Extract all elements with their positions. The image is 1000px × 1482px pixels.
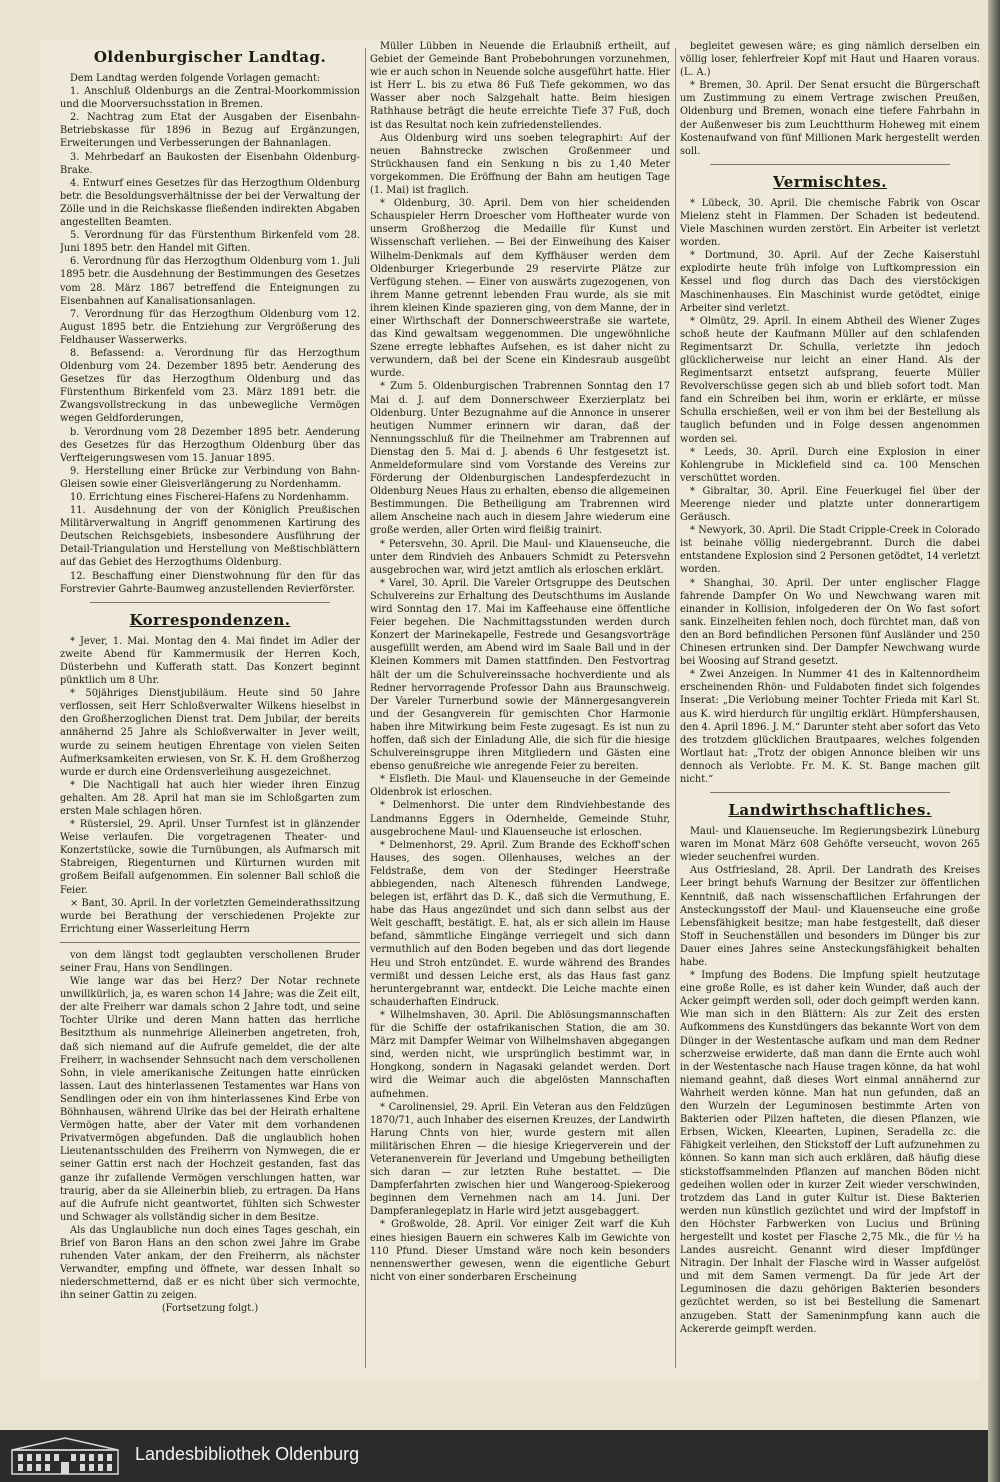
landtag-intro: Dem Landtag werden folgende Vorlagen gemacht: [70,73,321,84]
article-paragraph: * Shanghai, 30. April. Der unter englischer Flagge fahrende Dampfer On Wo und Newchwang waren mit einander in Kollision, infolgederen der On Wo fast sofort sank. Einzelheiten fehlen noch, doch fürchtet man, daß von den an Bord befindlichen Personen fünf Ausländer und 250 Chinesen ertrunken sind. Der Dampfer Newchwang wurde bei Woosing auf Strand gesetzt. [680,577,980,668]
landtag-item: 6. Verordnung für das Herzogthum Oldenburg vom 1. Juli 1895 betr. die Ausdehnung der Bestimmungen des Gesetzes vom 28. März 1867 betreffend die Enteignungen zu Eisenbahnen auf Kanalisationsanlagen. [60,256,360,307]
landtag-item: 4. Entwurf eines Gesetzes für das Herzogthum Oldenburg betr. die Besoldungsverhältnisse der bei der Verwaltung der Zölle und in die Reichskasse fließenden indirekten Abgaben angestellten Beamten. [60,177,360,229]
article-paragraph: Aus Ostfriesland, 28. April. Der Landrath des Kreises Leer bringt behufs Warnung der Besitzer zur öffentlichen Kenntniß, daß nach wissenschaftlichen Erfahrungen der Ansteckungsstoff der Maul- und Klauenseuche eine große Lebensfähigkeit besitze; man habe festgestellt, daß dieser Stoff in Seuchenställen und besonders im Dünger bis zur Dauer eines Jahres seine Ansteckungsfähigkeit behalten habe. [680,865,980,968]
landtag-item: b. Verordnung vom 28 Dezember 1895 betr. Aenderung des Gesetzes für das Herzogthum Oldenburg über das Verfteigerungswesen vom 15. Januar 1895. [60,426,360,464]
section-heading-landwirthschaftliches: Landwirthschaftliches. [728,801,932,820]
article-paragraph: * Lübeck, 30. April. Die chemische Fabrik von Oscar Mielenz steht in Flammen. Der Schaden ist bedeutend. Viele Maschinen wurden zerstört. Ein Arbeiter ist verletzt worden. [680,197,980,249]
article-paragraph: * Rüstersiel, 29. April. Unser Turnfest ist in glänzender Weise verlaufen. Die vorgetragenen Theater- und Konzertstücke, sowie die Turnübungen, als Aufmarsch mit Stabreigen, Riegenturnen und Kürturnen wurden mit großem Beifall aufgenommen. Ein solenner Ball schloß die Feier. [60,819,360,896]
landtag-item: 1. Anschluß Oldenburgs an die Zentral-Moorkommission und die Moorversuchsstation in Bremen. [60,86,360,111]
article-paragraph: begleitet gewesen wäre; es ging nämlich derselben ein völlig loser, fehlerfreier Kopf mit Haut und Haaren voraus. (L. A.) [680,41,980,79]
vermischtes-items [680,197,980,786]
separator [710,164,950,165]
landtag-item: 7. Verordnung für das Herzogthum Oldenburg vom 12. August 1895 betr. die Entziehung zur Vergrößerung des Feldhauser Wasserwerks. [60,308,360,346]
landtag-item: 11. Ausdehnung der von der Königlich Preußischen Militärverwaltung in Angriff genommenen Kartirung des Deutschen Reichsgebiets, insbesondere Ausführung der Detail-Triangulation und Herstellung von Meßtischblättern auf das Gebiet des Herzogthums Oldenburg. [60,505,360,569]
library-building-icon [10,1436,120,1476]
landtag-item: 2. Nachtrag zum Etat der Ausgaben der Eisenbahn-Betriebskasse für 1896 in Bezug auf Ergänzungen, Erweiterungen und Verbesserungen der Bahnanlagen. [60,112,360,150]
article-paragraph: * Olmütz, 29. April. In einem Abtheil des Wiener Zuges schoß heute der Kaufmann Müller auf den schlafenden Regimentsarzt Dr. Schulla, verletzte ihn jedoch glücklicherweise nur leicht an einer Hand. Als der Regimentsarzt entsetzt aufsprang, feuerte Müller Revolverschüsse gegen sich ab und blieb sofort todt. Man fand ein Schreiben bei ihm, worin er erklärte, er müsse Schulla erschießen, weil er von ihm bei der Bestellung als tauglich befunden und in Folge dessen angenommen worden sei. [680,315,980,445]
article-paragraph: * Zum 5. Oldenburgischen Trabrennen Sonntag den 17 Mai d. J. auf dem Donnerschweer Exerzierplatz bei Oldenburg. Unter Bezugnahme auf die Annonce in unserer heutigen Nummer erinnern wir daran, daß der Nennungsschluß für die Theilnehmer am Trabrennen auf Dienstag den 5. Mai d. J. abends 6 Uhr festgesetzt ist. Anmeldeformulare sind vom Vorstande des Vereins zur Förderung der Oldenburgischen Landespferdezucht in Oldenburg Neues Haus zu erhalten, ebenso die allgemeinen Bestimmungen. Die Betheiligung am Trabrennen wird allem Anscheine nach auch in diesem Jahre wiederum eine große werden, aller Orten wird fleißig trainirt. [370,381,670,537]
middle-articles [370,40,670,1284]
article-paragraph: * Delmenhorst. Die unter dem Rindviehbestande des Landmanns Eggers in Odernhelde, Gemeinde Stuhr, ausgebrochene Maul- und Klauenseuche ist erloschen. [370,800,670,838]
landtag-item: 8. Befassend: a. Verordnung für das Herzogthum Oldenburg vom 24. Dezember 1895 betr. Aenderung des Gesetzes für das Herzogthum Oldenburg und das Fürstenthum Birkenfeld vom 23. März 1891 betr. die Zwangsvollstreckung in das unbewegliche Vermögen wegen Geldforderungen, [60,347,360,425]
landtag-item: 10. Errichtung eines Fischerei-Hafens zu Nordenhamm. [70,492,349,503]
article-paragraph: * Newyork, 30. April. Die Stadt Cripple-Creek in Colorado ist beinahe völlig niedergebrannt. Durch die dabei entstandene Explosion sind 2 Personen getödtet, 14 verletzt worden. [680,525,980,576]
article-paragraph: * Impfung des Bodens. Die Impfung spielt heutzutage eine große Rolle, es ist daher kein Wunder, daß auch der Acker geimpft werden soll, oder doch geimpft werden kann. Wie man sich in den Blättern: Als zur Zeit des ersten Aufkommens des Kunstdüngers das bekannte Wort von dem Dünger in der Westentasche aufkam und man dem Redner scherzweise erwiderte, daß man dann die Ernte auch wohl in der Westentasche nach Hause tragen könne, da hat wohl niemand geahnt, daß dieses Wort einmal annähernd zur Wahrheit werden könne. Man hat nun gefunden, daß an den Wurzeln der Leguminosen bestimmte Arten von Bakterien oder Pilzen hafteten, die diesen Pflanzen, wie Erbsen, Wicken, Kleearten, Lupinen, Seradella zc. die Fähigkeit verleihen, den Stickstoff der Luft aufzunehmen zu können. So kann man sich auch erklären, daß häufig diese stickstoffsammelnden Pflanzen auf manchen Böden nicht gedeihen wollen oder in kurzer Zeit wieder verschwinden, trotzdem das Land in guter Kultur ist. Diese Bakterien werden nun künstlich gezüchtet und wird der Impfstoff in den Höchster Farbwerken von Lucius und Brüning hergestellt und kostet per Flasche 2,75 Mk., die für ½ ha Landes ausreicht. Genannt wird dieser Impfdünger Nitragin. Der Inhalt der Flasche wird in Wasser aufgelöst und mit dem Samen vermengt. Da für jede Art der Leguminosen die dazu gehörigen Bakterien besonders gezüchtet werden, so ist bei Bestellung die Samenart anzugeben. Statt der Sameninmpfung kann auch die Ackererde geimpft werden. [680,970,980,1335]
article-paragraph: * 50jähriges Dienstjubiläum. Heute sind 50 Jahre verflossen, seit Herr Schloßverwalter Wilkens hieselbst in den Großherzoglichen Dienst trat. Dem Jubilar, der bereits annähernd 25 Jahre als Schloßverwalter in Jever weilt, wurde zu seinem heutigen Ehrentage von vielen Seiten Aufmerksamkeiten erwiesen, von Sr. K. H. dem Großherzog wurde er durch eine Ordensverleihung ausgezeichnet. [60,688,360,778]
section-heading-vermischtes: Vermischtes. [773,172,887,191]
article-paragraph: * Delmenhorst, 29. April. Zum Brande des Eckhoff'schen Hauses, des sogen. Ollenhauses, welches an der Feldstraße, dem von der Stedinger Heerstraße abbiegenden, nach Altenesch führenden Landwege, belegen ist, erfährt das D. K., daß sich die Vermuthung, E. habe das Haus angezündet und sich dann selbst aus der Welt geschafft, bestätigt. E. hat, als er sich allein im Hause befand, sämmtliche Eingänge verriegelt und sich dann vermuthlich auf den Boden begeben und das dort liegende Heu und Stroh entzündet. E. wurde während des Brandes vermißt und dessen Leiche erst, als das Haus fast ganz heruntergebrannt war, entdeckt. Die Leiche machte einen schauderhaften Eindruck. [370,839,670,1008]
novel-paragraph: von dem längst todt geglaubten verschollenen Bruder seiner Frau, Hans von Sendlingen. [60,949,360,974]
separator [90,602,330,603]
separator [710,792,950,793]
article-paragraph: * Varel, 30. April. Die Vareler Ortsgruppe des Deutschen Schulvereins zur Erhaltung des Deutschthums im Auslande wird Sonntag den 17. Mai im Kaffeehause eine öffentliche Feier begehen. Die Nachmittagsstunden werden durch Konzert der Marinekapelle, Festrede und Gesangsvorträge ausgefüllt werden, am Abend wird im Saale Ball und in der Kleinen Kommers mit Damen stattfinden. Den Festvortrag hält der um die Schulvereinssache hochverdiente und als Redner hervorragende Professor Dahn aus Braunschweig. Der Vareler Turnerbund sowie der Männergesangverein und der Gesangverein für gemischten Chor Harmonie haben ihre Mitwirkung beim Feste zugesagt. Es ist nun zu hoffen, daß sich der Einladung Alle, die sich für die hiesige Schulvereinsgruppe ihren Mitgliedern und Gästen eine ebenso genußreiche wie anregende Feier zu bereiten. [370,577,670,773]
landtag-item: 12. Beschaffung einer Dienstwohnung für den für das Forstrevier Gahrte-Baumweg anzustellenden Revierförster. [60,570,360,595]
novel-paragraph: Als das Unglaubliche nun doch eines Tages geschah, ein Brief von Baron Hans an den schon zwei Jahre im Grabe ruhenden Vater ankam, der den Freiherrn, als nächster Verwandter, empfing und öffnete, war dessen Inhalt so niederschmetternd, daß er es nicht über sich vermochte, ihn seiner Gattin zu zeigen. [60,1224,360,1302]
article-paragraph: * Wilhelmshaven, 30. April. Die Ablösungsmannschaften für die Schiffe der ostafrikanischen Station, die am 30. März mit Dampfer Weimar von Wilhelmshaven abgegangen sind, werden nicht, wie ursprünglich bestimmt war, in Hongkong, sondern in Nagasaki gelandet werden. Dort wird die Weimar auch die abgelösten Mannschaften aufnehmen. [370,1009,670,1100]
column-rule [365,48,366,1368]
page-edge [988,0,1000,1482]
article-paragraph: * Großwolde, 28. April. Vor einiger Zeit warf die Kuh eines hiesigen Bauern ein schweres Kalb im Gewichte von 110 Pfund. Dieser Umstand wäre noch kein besonders nennenswerther gewesen, wenn die eigentliche Geburt nicht von einer sonderbaren Erscheinung [370,1219,670,1283]
feuilleton-novel [60,949,360,1303]
newspaper-sheet [40,40,980,1380]
article-paragraph: * Leeds, 30. April. Durch eine Explosion in einer Kohlengrube in Micklefield sind ca. 100 Menschen verschüttet worden. [680,446,980,484]
novel-paragraph: Wie lange war das bei Herz? Der Notar rechnete unwillkürlich, ja, es waren schon 14 Jahre; was die Zeit eilt, der alte Freiherr war damals schon 2 Jahre todt, und seine Tochter Ulrike und deren Mann hatten das herrliche Besitzthum als nunmehrige Alleinerben angetreten, froh, daß sich niemand auf die Aufrufe gemeldet, die der alte Freiherr, in wachsender Sehnsucht nach dem verschollenen Sohn, in viele amerikanische Zeitungen hatte einrücken lassen. Laut des hinterlassenen Testamentes war Hans von Sendlingen oder ein von ihm hinterlassenes Kind Erbe von Böhnhausen, während Ulrike das bei der Heirath erhaltene Vermögen hatte, aber der Vater mit dem vorhandenen Privatvermögen abgefunden. Daß die unglaublich hohen Lieutenantsschulden des Freiherrn von Nymwegen, die er seiner Gattin erst nach der Hochzeit gestanden, fast das ganze ihr zufallende Vermögen verschlungen hatten, war traurig, aber da sie Alleinerbin blieb, zu ertragen. Da Hans auf die Aufrufe nicht geantwortet, fühlten sich Schwester und Schwager als vollständig sicher in dem Besitze. [60,976,360,1223]
article-paragraph: * Oldenburg, 30. April. Dem von hier scheidenden Schauspieler Herrn Droescher vom Hoftheater wurde von unserm Großherzog die Medaille für Kunst und Wissenschaft verliehen. — Bei der Einweihung des Kaiser Wilhelm-Denkmals auf dem Kyffhäuser werden dem Oldenburger Kriegerbunde 29 reservirte Plätze zur Verfügung stehen. — Einer von auswärts zugezogenen, von ihrem Manne getrennt lebenden Frau wurde, als sie mit ihrem kleinen Kinde spazieren ging, von dem Manne, der in einer Wirthschaft der Donnerschweerstraße sie wartete, das Kind gewaltsam weggenommen. Die ungewöhnliche Szene erregte lebhaftes Aufsehen, es ist daher nicht zu verwundern, daß bei der Scene ein Kindesraub ausgeübt wurde. [370,198,670,380]
landtag-item: 3. Mehrbedarf an Baukosten der Eisenbahn Oldenburg-Brake. [60,151,360,176]
article-paragraph: * Jever, 1. Mai. Montag den 4. Mai findet im Adler der zweite Abend für Kammermusik der Herren Koch, Düsterbehn und Kufferath statt. Das Konzert beginnt pünktlich um 8 Uhr. [60,635,360,687]
korrespondenzen-items [60,635,360,936]
landtag-item: 9. Herstellung einer Brücke zur Verbindung von Bahn-Gleisen sowie einer Gleisverlängerung zu Nordenhamm. [60,465,360,490]
column-left [60,40,360,1380]
column-right [680,40,980,1380]
article-paragraph: * Petersvehn, 30. April. Die Maul- und Klauenseuche, die unter dem Rindvieh des Anbauers Schmidt zu Petersvehn ausgebrochen war, wird jetzt amtlich als erloschen erklärt. [370,538,670,576]
article-paragraph: Maul- und Klauenseuche. Im Regierungsbezirk Lüneburg waren im Monat März 608 Gehöfte verseucht, wovon 265 wieder seuchenfrei wurden. [680,826,980,864]
novel-continued: (Fortsetzung folgt.) [161,1303,259,1315]
landwirthschaftliches-items [680,825,980,1336]
column-rule [675,48,676,1368]
right-intro-articles [680,40,980,158]
article-paragraph: * Elsfleth. Die Maul- und Klauenseuche in der Gemeinde Oldenbrok ist erloschen. [370,774,670,799]
article-paragraph: * Carolinensiel, 29. April. Ein Veteran aus den Feldzügen 1870/71, auch Inhaber des eisernen Kreuzes, der Landwirth Harung Chnts von hier, wurde gestern mit allen militärischen Ehren — die hiesige Kriegerverein und der Veteranenverein für Jeverland und Umgebung betheiligten sich daran — zur letzten Ruhe bestattet. — Die Dampferfahrten zwischen hier und Wangeroog-Spiekeroog beginnen dem Vernehmen nach am 14. Juni. Der Dampferanlegeplatz in Harle wird jetzt ausgebaggert. [370,1101,670,1218]
separator [60,942,360,943]
article-paragraph: * Dortmund, 30. April. Auf der Zeche Kaiserstuhl explodirte heute früh infolge von Luftkompression ein Kessel und flog durch das Dach des vierstöckigen Maschinenhauses. Ein Maschinist wurde getödtet, einige Arbeiter sind verletzt. [680,250,980,314]
section-heading-landtag: Oldenburgischer Landtag. [93,48,327,66]
footer-bar [0,1430,988,1482]
article-paragraph: * Die Nachtigall hat auch hier wieder ihren Einzug gehalten. Am 28. April hat man sie im Schloßgarten zum ersten Male schlagen hören. [60,779,360,817]
article-paragraph: * Gibraltar, 30. April. Eine Feuerkugel fiel über der Meerenge nieder und platzte unter donnerartigem Geräusch. [680,485,980,524]
landtag-item: 5. Verordnung für das Fürstenthum Birkenfeld vom 28. Juni 1895 betr. den Handel mit Giften. [60,230,360,255]
article-paragraph: * Bremen, 30. April. Der Senat ersucht die Bürgerschaft um Zustimmung zu einem Vertrage zwischen Preußen, Oldenburg und Bremen, wonach eine tiefere Fahrbahn in der Außenweser bis zum Leuchtthurm Hoheweg mit einem Kostenaufwand von fünf Millionen Mark hergestellt werden soll. [680,80,980,157]
column-middle [370,40,670,1380]
article-paragraph: * Zwei Anzeigen. In Nummer 41 des in Kaltennordheim erscheinenden Rhön- und Fuldaboten findet sich folgendes Inserat: „Die Verlobung meiner Tochter Frieda mit Karl St. aus K. wird hierdurch für ungiltig erklärt. Hümpfershausen, den 4. April 1896. J. M.“ Darunter steht aber sofort das Veto des trotzdem glücklichen Brautpaares, welches folgenden Wortlaut hat: „Trotz der obigen Annonce bleiben wir uns dennoch als Verlobte. Fr. M. K. St. Bange machen gilt nicht.“ [680,669,980,785]
article-paragraph: Aus Oldenburg wird uns soeben telegraphirt: Auf der neuen Bahnstrecke zwischen Großenmeer und Strückhausen fand ein Senkung n bis zu 1,40 Meter vorgekommen. Die Eröffnung der Bahn am heutigen Tage (1. Mai) ist fraglich. [370,132,670,197]
article-paragraph: Müller Lübben in Neuende die Erlaubniß ertheilt, auf Gebiet der Gemeinde Bant Probebohrungen vorzunehmen, wie er auch schon in Neuende solche ausgeführt hatte. Hier ist Herr L. bis zu etwa 86 Fuß Tiefe gekommen, wo das Wasser aber noch Salzgehalt hatte. Beim hiesigen Rathhause beträgt die heute erreichte Tiefe 37 Fuß, doch ist das Resultat noch kein zufriedenstellendes. [370,41,670,131]
landtag-items [60,85,360,596]
section-heading-korrespondenzen: Korrespondenzen. [129,610,291,629]
article-paragraph: ⨯ Bant, 30. April. In der vorletzten Gemeinderathssitzung wurde bei Berathung der verschiedenen Projekte zur Errichtung einer Wasserleitung Herrn [60,897,360,935]
library-name: Landesbibliothek Oldenburg [135,1444,360,1464]
